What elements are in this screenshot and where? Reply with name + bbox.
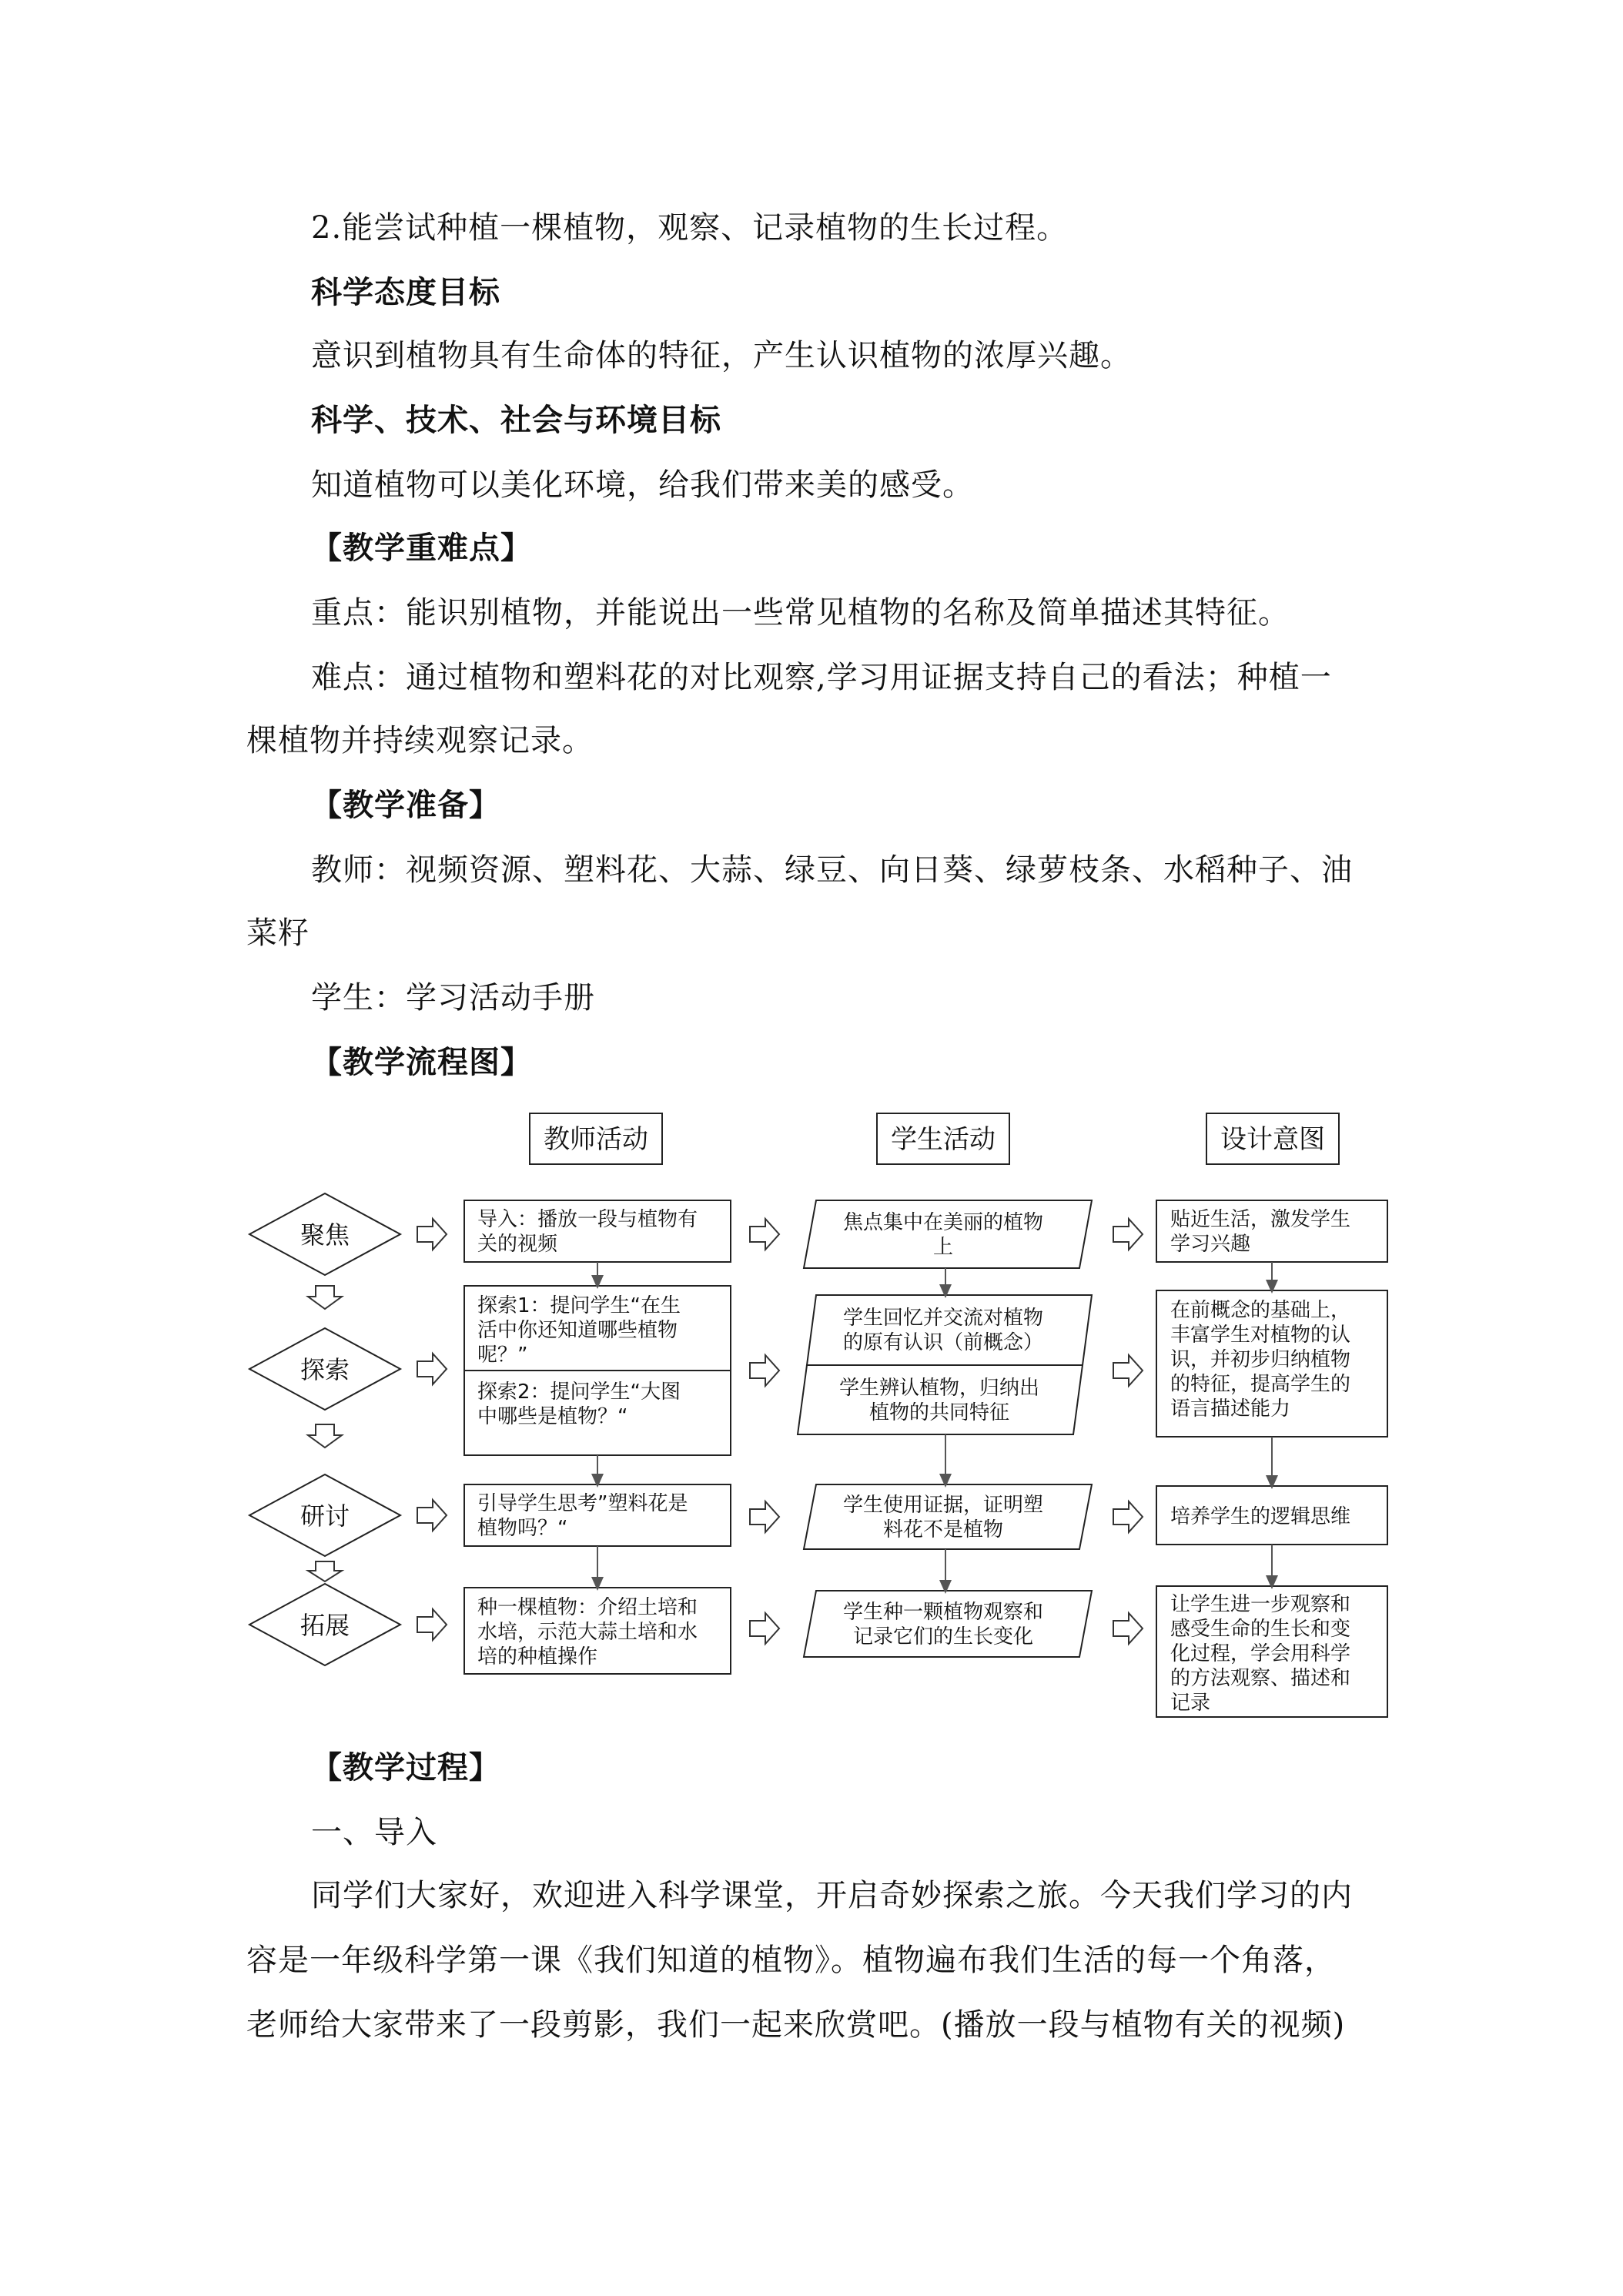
svg-text:学生种一颗植物观察和: 学生种一颗植物观察和 <box>842 1601 1044 1624</box>
svg-text:让学生进一步观察和: 让学生进一步观察和 <box>1170 1593 1351 1616</box>
teacher-box-explore <box>464 1286 731 1455</box>
student-box-recall <box>807 1295 1092 1365</box>
svg-text:料花不是植物: 料花不是植物 <box>882 1518 1004 1541</box>
svg-text:记录: 记录 <box>1170 1692 1211 1715</box>
paragraph: 棵植物并持续观察记录。 <box>246 723 594 758</box>
paragraph: 容是一年级科学第一课《我们知道的植物》。植物遍布我们生活的每一个角落， <box>246 1943 1336 1978</box>
svg-text:化过程，学会用科学: 化过程，学会用科学 <box>1170 1642 1351 1665</box>
svg-text:探索: 探索 <box>300 1355 350 1384</box>
svg-text:学生辨认植物，归纳出: 学生辨认植物，归纳出 <box>838 1377 1040 1400</box>
right-arrow-icon <box>417 1219 447 1250</box>
svg-text:语言描述能力: 语言描述能力 <box>1170 1397 1291 1421</box>
svg-text:拓展: 拓展 <box>300 1611 350 1640</box>
right-arrow-icon <box>1113 1501 1143 1532</box>
svg-text:学生使用证据，证明塑: 学生使用证据，证明塑 <box>842 1494 1044 1517</box>
section-heading: 【教学过程】 <box>311 1749 500 1786</box>
svg-text:培养学生的逻辑思维: 培养学生的逻辑思维 <box>1170 1505 1351 1528</box>
intent-box-logic <box>1156 1486 1387 1545</box>
header-intent: 设计意图 <box>1220 1124 1325 1155</box>
paragraph: 老师给大家带来了一段剪影，我们一起来欣赏吧。(播放一段与植物有关的视频) <box>246 2007 1346 2043</box>
svg-text:焦点集中在美丽的植物: 焦点集中在美丽的植物 <box>842 1211 1044 1234</box>
right-arrow-icon <box>417 1354 447 1384</box>
svg-text:关的视频: 关的视频 <box>477 1233 558 1256</box>
teacher-box-extend <box>464 1588 731 1674</box>
down-arrow-icon <box>308 1424 342 1448</box>
section-heading: 科学、技术、社会与环境目标 <box>311 402 721 438</box>
svg-text:在前概念的基础上，: 在前概念的基础上， <box>1170 1299 1351 1322</box>
paragraph: 同学们大家好，欢迎进入科学课堂，开启奇妙探索之旅。今天我们学习的内 <box>311 1878 1353 1913</box>
paragraph: 学生：学习活动手册 <box>311 980 595 1016</box>
svg-text:识，并初步归纳植物: 识，并初步归纳植物 <box>1170 1348 1351 1371</box>
section-heading: 【教学重难点】 <box>311 530 532 566</box>
right-arrow-icon <box>1113 1355 1143 1386</box>
stage-focus <box>249 1193 400 1275</box>
stage-discuss <box>249 1474 400 1556</box>
svg-text:学生回忆并交流对植物: 学生回忆并交流对植物 <box>842 1307 1044 1330</box>
paragraph: 一、导入 <box>311 1815 437 1850</box>
student-box-focus <box>804 1200 1092 1268</box>
paragraph: 重点：能识别植物，并能说出一些常见植物的名称及简单描述其特征。 <box>311 595 1290 631</box>
svg-text:导入：播放一段与植物有: 导入：播放一段与植物有 <box>477 1208 698 1231</box>
section-heading: 【教学流程图】 <box>311 1044 532 1080</box>
header-student: 学生活动 <box>891 1124 996 1155</box>
svg-text:探索2：提问学生“大图: 探索2：提问学生“大图 <box>477 1381 681 1404</box>
svg-text:贴近生活，激发学生: 贴近生活，激发学生 <box>1170 1208 1351 1231</box>
svg-text:聚焦: 聚焦 <box>300 1220 350 1250</box>
paragraph: 难点：通过植物和塑料花的对比观察,学习用证据支持自己的看法；种植一 <box>311 660 1332 695</box>
stage-explore <box>249 1328 400 1410</box>
svg-text:引导学生思考”塑料花是: 引导学生思考”塑料花是 <box>477 1492 688 1515</box>
intent-box-concept <box>1156 1290 1387 1437</box>
right-arrow-icon <box>1113 1613 1143 1644</box>
teacher-box-intro <box>464 1200 731 1262</box>
svg-text:种一棵植物：介绍土培和: 种一棵植物：介绍土培和 <box>477 1596 698 1619</box>
teacher-box-discuss <box>464 1484 731 1546</box>
intent-box-method <box>1156 1586 1387 1717</box>
section-heading: 【教学准备】 <box>311 787 500 823</box>
svg-text:植物吗？“: 植物吗？“ <box>477 1517 568 1540</box>
svg-text:丰富学生对植物的认: 丰富学生对植物的认 <box>1170 1324 1351 1347</box>
svg-text:学习兴趣: 学习兴趣 <box>1170 1233 1251 1256</box>
svg-text:感受生命的生长和变: 感受生命的生长和变 <box>1170 1618 1351 1641</box>
stage-extend <box>249 1584 400 1665</box>
paragraph: 意识到植物具有生命体的特征，产生认识植物的浓厚兴趣。 <box>311 338 1132 373</box>
svg-text:的方法观察、描述和: 的方法观察、描述和 <box>1170 1667 1351 1690</box>
paragraph: 2.能尝试种植一棵植物，观察、记录植物的生长过程。 <box>311 210 1069 246</box>
intent-box-interest <box>1156 1200 1387 1262</box>
header-teacher: 教师活动 <box>544 1124 648 1155</box>
section-heading: 科学态度目标 <box>311 274 500 310</box>
teaching-flowchart <box>246 1109 1401 1725</box>
paragraph: 菜籽 <box>246 915 310 951</box>
right-arrow-icon <box>417 1609 447 1640</box>
right-arrow-icon <box>750 1355 779 1386</box>
svg-text:上: 上 <box>932 1236 954 1259</box>
svg-text:呢？”: 呢？” <box>477 1344 528 1367</box>
right-arrow-icon <box>417 1500 447 1531</box>
student-box-plant <box>804 1591 1092 1657</box>
paragraph: 知道植物可以美化环境，给我们带来美的感受。 <box>311 467 974 503</box>
svg-text:培的种植操作: 培的种植操作 <box>477 1645 598 1668</box>
svg-text:记录它们的生长变化: 记录它们的生长变化 <box>852 1625 1034 1648</box>
right-arrow-icon <box>750 1219 779 1250</box>
svg-text:活中你还知道哪些植物: 活中你还知道哪些植物 <box>477 1319 678 1342</box>
svg-text:植物的共同特征: 植物的共同特征 <box>868 1401 1010 1424</box>
right-arrow-icon <box>750 1501 779 1532</box>
svg-text:水培，示范大蒜土培和水: 水培，示范大蒜土培和水 <box>477 1621 698 1644</box>
right-arrow-icon <box>1113 1219 1143 1250</box>
svg-text:中哪些是植物？“: 中哪些是植物？“ <box>477 1405 628 1428</box>
student-box-identify <box>798 1365 1083 1434</box>
svg-text:探索1：提问学生“在生: 探索1：提问学生“在生 <box>477 1294 681 1317</box>
student-box-evidence <box>804 1484 1092 1549</box>
svg-text:的原有认识（前概念）: 的原有认识（前概念） <box>842 1331 1044 1354</box>
svg-text:的特征，提高学生的: 的特征，提高学生的 <box>1170 1373 1351 1396</box>
down-arrow-icon <box>308 1286 342 1309</box>
paragraph: 教师：视频资源、塑料花、大蒜、绿豆、向日葵、绿萝枝条、水稻种子、油 <box>311 852 1353 888</box>
down-arrow-icon <box>308 1561 342 1581</box>
svg-text:研讨: 研讨 <box>300 1501 350 1531</box>
right-arrow-icon <box>750 1613 779 1644</box>
